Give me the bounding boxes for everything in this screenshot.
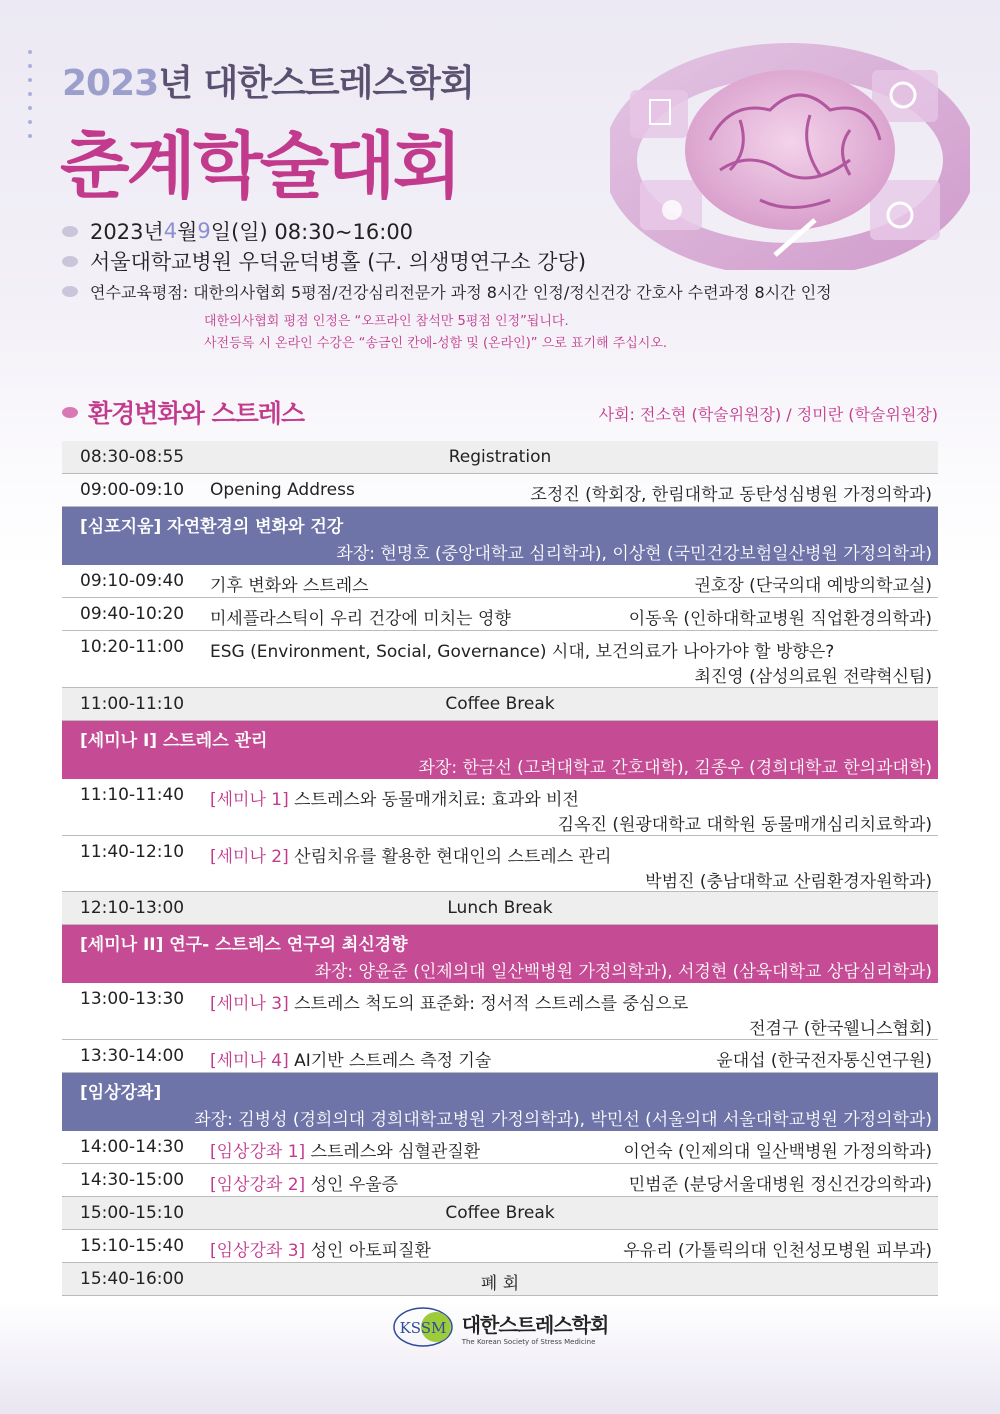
- bullet-icon: [62, 256, 78, 267]
- session-header-symposium: [심포지움] 자연환경의 변화와 건강 좌장: 현명호 (중앙대학교 심리학과), 이상현 (국민건강보험일산병원 가정의학과): [62, 507, 938, 565]
- event-date: 2023년 4 월 9 일(일) 08:30~16:00: [62, 216, 413, 246]
- section-moderators: 사회: 전소현 (학술위원장) / 정미란 (학술위원장): [598, 405, 938, 424]
- decorative-dots: [28, 40, 36, 170]
- schedule-table: [62, 441, 938, 1296]
- kssm-logo-icon: [392, 1306, 454, 1348]
- table-row: 14:00-14:30 [임상강좌 1] 스트레스와 심혈관질환 이언숙 (인제의대 일산백병원 가정의학과): [62, 1131, 938, 1164]
- table-row: 11:40-12:10 [세미나 2] 산림치유를 활용한 현대인의 스트레스 관리 박범진 (충남대학교 산림환경자원학과): [62, 836, 938, 892]
- table-row: 15:10-15:40 [임상강좌 3] 성인 아토피질환 우유리 (가톨릭의대 인천성모병원 피부과): [62, 1230, 938, 1263]
- table-row: 11:10-11:40 [세미나 1] 스트레스와 동물매개치료: 효과와 비전 김옥진 (원광대학교 대학원 동물매개심리치료학과): [62, 779, 938, 836]
- event-year-title: [62, 55, 474, 106]
- table-row: 09:00-09:10 Opening Address 조정진 (학회장, 한림대학교 동탄성심병원 가정의학과): [62, 474, 938, 507]
- table-row: 15:40-16:00 폐 회: [62, 1263, 938, 1296]
- bullet-icon: [62, 226, 78, 237]
- session-header-clinical: [임상강좌] 좌장: 김병성 (경희의대 경희대학교병원 가정의학과), 박민선 (서울의대 서울대학교병원 가정의학과): [62, 1073, 938, 1131]
- society-logo: [0, 1306, 1000, 1348]
- society-name-ko: 대한스트레스학회: [461, 1312, 609, 1337]
- section-title: 환경변화와 스트레스: [62, 394, 304, 430]
- table-row: 09:40-10:20 미세플라스틱이 우리 건강에 미치는 영향 이동욱 (인하대학교병원 직업환경의학과): [62, 598, 938, 631]
- event-title: 춘계학술대회: [60, 124, 460, 208]
- bullet-icon: [62, 286, 78, 297]
- table-row: 12:10-13:00 Lunch Break: [62, 892, 938, 925]
- poster-header: [0, 0, 1000, 370]
- event-credits: 연수교육평점: 대한의사협회 5평점/건강심리전문가 과정 8시간 인정/정신건강 간호사 수련과정 8시간 인정: [62, 280, 832, 303]
- society-name: 년 대한스트레스학회: [158, 63, 474, 104]
- svg-text:KSSM: KSSM: [399, 1319, 447, 1337]
- session-header-seminar-2: [세미나 II] 연구- 스트레스 연구의 최신경향 좌장: 양윤준 (인제의대 일산백병원 가정의학과), 서경현 (삼육대학교 상담심리학과): [62, 925, 938, 983]
- year: 2023: [62, 63, 159, 104]
- table-row: 11:00-11:10 Coffee Break: [62, 688, 938, 721]
- society-name-en: The Korean Society of Stress Medicine: [461, 1337, 596, 1346]
- table-row: 15:00-15:10 Coffee Break: [62, 1197, 938, 1230]
- bullet-icon: [62, 407, 78, 418]
- table-row: 14:30-15:00 [임상강좌 2] 성인 우울증 민범준 (분당서울대병원 정신건강의학과): [62, 1164, 938, 1197]
- table-row: 08:30-08:55 Registration: [62, 441, 938, 474]
- table-row: 13:00-13:30 [세미나 3] 스트레스 척도의 표준화: 정서적 스트레스를 중심으로 전겸구 (한국웰니스협회): [62, 983, 938, 1040]
- table-row: 09:10-09:40 기후 변화와 스트레스 권호장 (단국의대 예방의학교실): [62, 565, 938, 598]
- society-name-block: [462, 1309, 609, 1346]
- brain-illustration: [610, 30, 970, 270]
- table-row: 10:20-11:00 ESG (Environment, Social, Governance) 시대, 보건의료가 나아가야 할 방향은? 최진영 (삼성의료원 전략혁신팀): [62, 631, 938, 688]
- event-venue: 서울대학교병원 우덕윤덕병홀 (구. 의생명연구소 강당): [62, 246, 586, 276]
- credit-note-offline: 대한의사협회 평점 인정은 “오프라인 참석만 5평점 인정”됩니다.: [204, 314, 569, 329]
- credit-note-online: 사전등록 시 온라인 수강은 “송금인 칸에-성함 및 (온라인)” 으로 표기해 주십시오.: [204, 336, 668, 351]
- table-row: 13:30-14:00 [세미나 4] AI기반 스트레스 측정 기술 윤대섭 (한국전자통신연구원): [62, 1040, 938, 1073]
- session-header-seminar-1: [세미나 I] 스트레스 관리 좌장: 한금선 (고려대학교 간호대학), 김종우 (경희대학교 한의과대학): [62, 721, 938, 779]
